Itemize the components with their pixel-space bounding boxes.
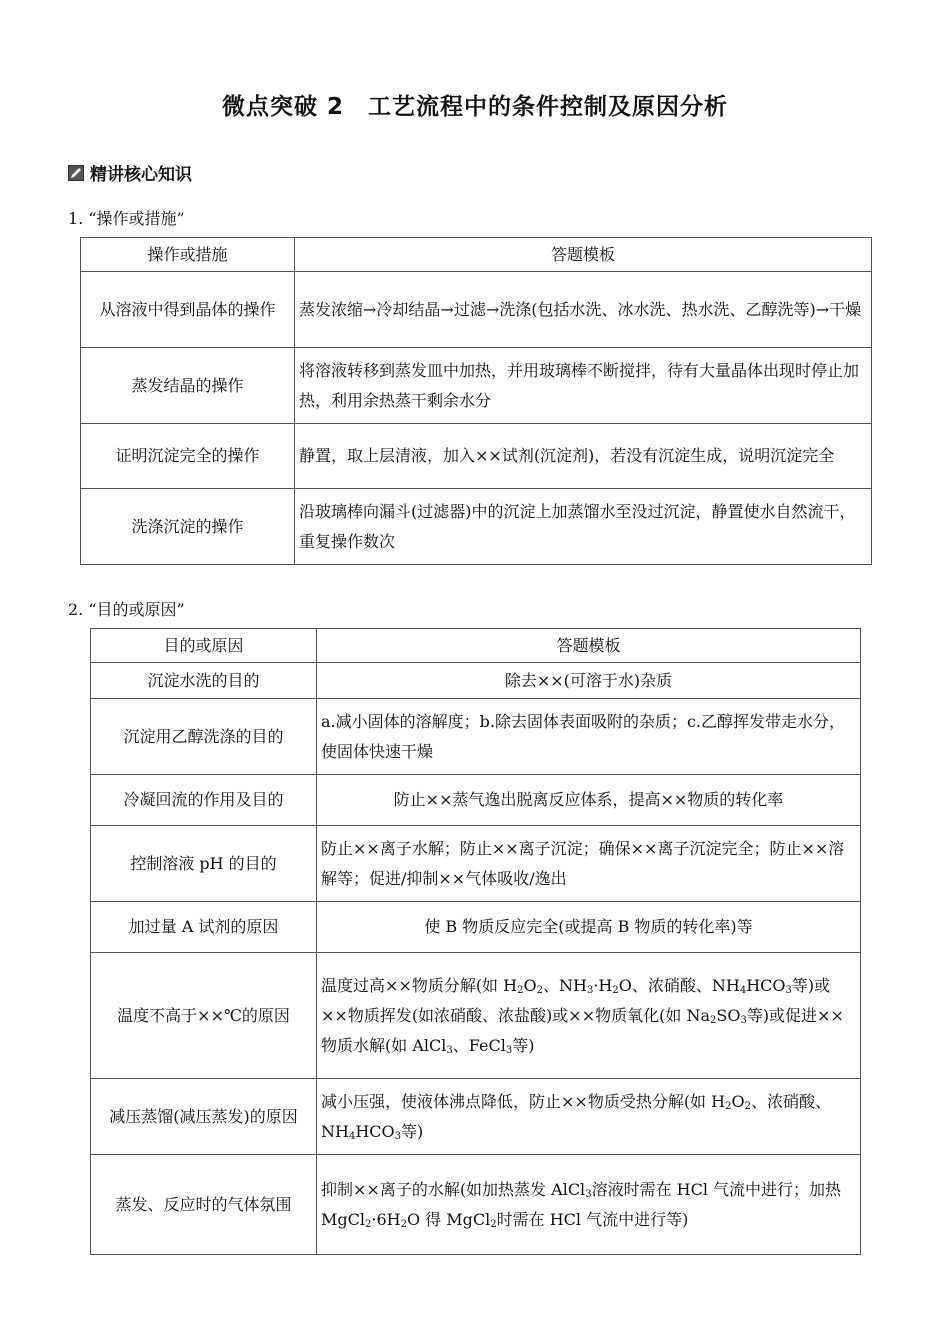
part2-heading: 2. “目的或原因”: [68, 600, 185, 619]
reason-cell: 沉淀水洗的目的: [91, 663, 317, 699]
template-cell: a.减小固体的溶解度；b.除去固体表面吸附的杂质；c.乙醇挥发带走水分，使固体快速干燥: [317, 699, 861, 775]
reasons-table: [90, 628, 861, 1255]
reason-cell: 冷凝回流的作用及目的: [91, 775, 317, 826]
template-cell: 静置，取上层清液，加入××试剂(沉淀剂)，若没有沉淀生成，说明沉淀完全: [295, 424, 872, 489]
column-header: 答题模板: [295, 238, 872, 272]
table-row: [91, 1155, 861, 1255]
table-row: [81, 489, 872, 565]
template-cell: 防止××蒸气逸出脱离反应体系，提高××物质的转化率: [317, 775, 861, 826]
template-cell: 防止××离子水解；防止××离子沉淀；确保××离子沉淀完全；防止××溶解等；促进/抑制××气体吸收/逸出: [317, 826, 861, 902]
reason-cell: 控制溶液 pH 的目的: [91, 826, 317, 902]
table-row: [81, 272, 872, 348]
template-cell: 除去××(可溶于水)杂质: [317, 663, 861, 699]
operation-cell: 蒸发结晶的操作: [81, 348, 295, 424]
edit-square-icon: [68, 165, 84, 181]
operation-cell: 洗涤沉淀的操作: [81, 489, 295, 565]
operations-table: [80, 237, 872, 565]
table-row: [91, 826, 861, 902]
table-row: [81, 424, 872, 489]
reason-cell: 减压蒸馏(减压蒸发)的原因: [91, 1079, 317, 1155]
column-header: 答题模板: [317, 629, 861, 663]
table-row: [91, 902, 861, 953]
template-cell: 抑制××离子的水解(如加热蒸发 AlCl$_3$溶液时需在 HCl 气流中进行；加热 $MgCl_2\cdot 6H_2O$ 得 MgCl$_2$时需在 HCl 气流中进行等): [317, 1155, 861, 1255]
reason-cell: 温度不高于××℃的原因: [91, 953, 317, 1079]
operation-cell: 证明沉淀完全的操作: [81, 424, 295, 489]
template-cell: 蒸发浓缩→冷却结晶→过滤→洗涤(包括水洗、冰水洗、热水洗、乙醇洗等)→干燥: [295, 272, 872, 348]
column-header: 操作或措施: [81, 238, 295, 272]
section-heading: [68, 160, 192, 185]
part1-heading: 1. “操作或措施”: [68, 209, 185, 228]
template-cell: 将溶液转移到蒸发皿中加热，并用玻璃棒不断搅拌，待有大量晶体出现时停止加热，利用余热蒸干剩余水分: [295, 348, 872, 424]
table-row: [91, 1079, 861, 1155]
operation-cell: 从溶液中得到晶体的操作: [81, 272, 295, 348]
template-cell: 减小压强，使液体沸点降低，防止××物质受热分解(如 $H_2O_2$、浓硝酸、$NH_4HCO_3$等): [317, 1079, 861, 1155]
page-title: 微点突破 2 工艺流程中的条件控制及原因分析: [221, 94, 728, 120]
template-cell: 温度过高××物质分解(如 $H_2O_2$、$NH_3\cdot H_2O$、浓硝酸、$NH_4HCO_3$等)或××物质挥发(如浓硝酸、浓盐酸)或××物质氧化(如 $Na_2SO_3$等)或促进××物质水解(如 AlCl$_3$、FeCl$_3$等): [317, 953, 861, 1079]
table-row: [81, 348, 872, 424]
template-cell: 沿玻璃棒向漏斗(过滤器)中的沉淀上加蒸馏水至没过沉淀，静置使水自然流干，重复操作数次: [295, 489, 872, 565]
reason-cell: 沉淀用乙醇洗涤的目的: [91, 699, 317, 775]
reason-cell: 蒸发、反应时的气体氛围: [91, 1155, 317, 1255]
section-heading-label: 精讲核心知识: [90, 165, 192, 185]
column-header: 目的或原因: [91, 629, 317, 663]
table-row: [91, 699, 861, 775]
table-row: [91, 775, 861, 826]
table-header-row: [91, 629, 861, 663]
table-row: [91, 663, 861, 699]
table-row: [91, 953, 861, 1079]
table-header-row: [81, 238, 872, 272]
template-cell: 使 B 物质反应完全(或提高 B 物质的转化率)等: [317, 902, 861, 953]
reason-cell: 加过量 A 试剂的原因: [91, 902, 317, 953]
